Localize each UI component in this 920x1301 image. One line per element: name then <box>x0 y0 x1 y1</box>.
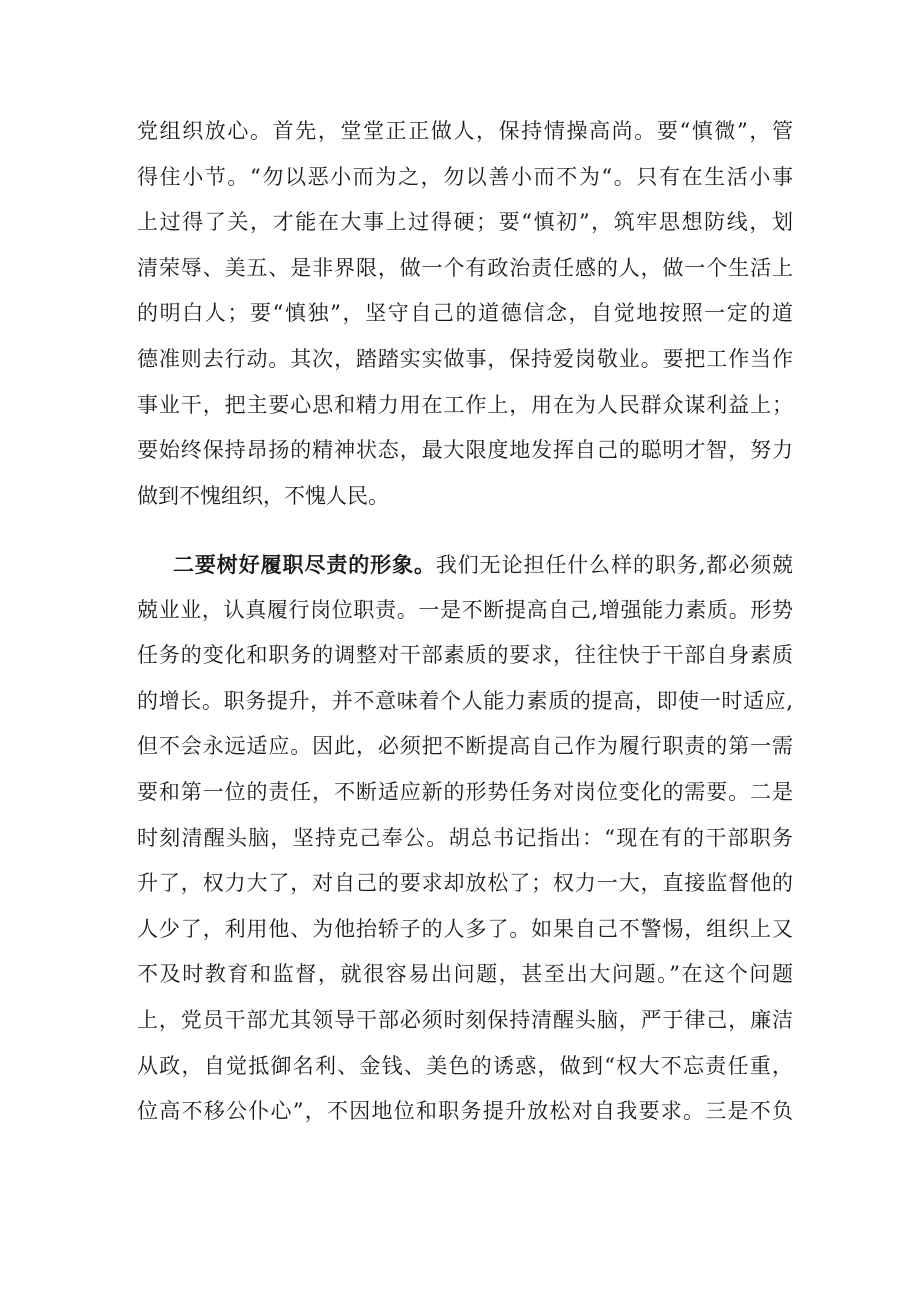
text-line: 德准则去行动。其次，踏踏实实做事，保持爱岗敬业。要把工作当作 <box>137 346 793 371</box>
text-line: 事业干，把主要心思和精力用在工作上，用在为人民群众谋利益上； <box>137 392 793 417</box>
section-heading: 二要树好履职尽责的形象。 <box>173 552 436 577</box>
text-line: 党组织放心。首先，堂堂正正做人，保持情操高尚。要“慎微”，管 <box>137 119 793 143</box>
text-line: 上过得了关，才能在大事上过得硬；要“慎初”，筑牢思想防线，划 <box>137 210 793 235</box>
text-line: 要和第一位的责任，不断适应新的形势任务对岗位变化的需要。二是 <box>137 779 793 804</box>
text-line: 但不会永远适应。因此，必须把不断提高自己作为履行职责的第一需 <box>137 734 793 759</box>
paragraph-2-first-line <box>137 542 793 588</box>
text-line: 的增长。职务提升，并不意味着个人能力素质的提高，即使一时适应, <box>137 688 793 713</box>
text-line: 升了，权力大了，对自己的要求却放松了；权力一大，直接监督他的 <box>137 871 793 896</box>
text-line: 从政，自觉抵御名利、金钱、美色的诱惑，做到“权大不忘责任重， <box>137 1053 793 1078</box>
text-line: 做到不愧组织，不愧人民。 <box>137 483 389 508</box>
text-line: 人少了，利用他、为他抬轿子的人多了。如果自己不警惕，组织上又 <box>137 916 793 941</box>
text-line: 任务的变化和职务的调整对干部素质的要求，往往快于干部自身素质 <box>137 643 793 668</box>
paragraph-2 <box>137 542 793 1135</box>
text-line: 要始终保持昂扬的精神状态，最大限度地发挥自己的聪明才智，努力 <box>137 438 793 463</box>
text-line: 兢业业，认真履行岗位职责。一是不断提高自己,增强能力素质。形势 <box>137 597 793 622</box>
paragraph-1 <box>137 109 793 519</box>
text-line: 不及时教育和监督，就很容易出问题，甚至出大问题。”在这个问题 <box>137 962 793 987</box>
text-line: 上，党员干部尤其领导干部必须时刻保持清醒头脑，严于律己，廉洁 <box>137 1007 793 1032</box>
text-line: 的明白人；要“慎独”，坚守自己的道德信念，自觉地按照一定的道 <box>137 301 793 326</box>
text-line: 位高不移公仆心”，不因地位和职务提升放松对自我要求。三是不负 <box>137 1099 793 1124</box>
text-line: 得住小节。“勿以恶小而为之，勿以善小而不为“。只有在生活小事 <box>137 164 793 189</box>
heading-continuation: 我们无论担任什么样的职务,都必须兢 <box>435 553 793 577</box>
text-line: 时刻清醒头脑，坚持克己奉公。胡总书记指出：“现在有的干部职务 <box>137 825 793 850</box>
text-line: 清荣辱、美五、是非界限，做一个有政治责任感的人，做一个生活上 <box>137 255 793 280</box>
